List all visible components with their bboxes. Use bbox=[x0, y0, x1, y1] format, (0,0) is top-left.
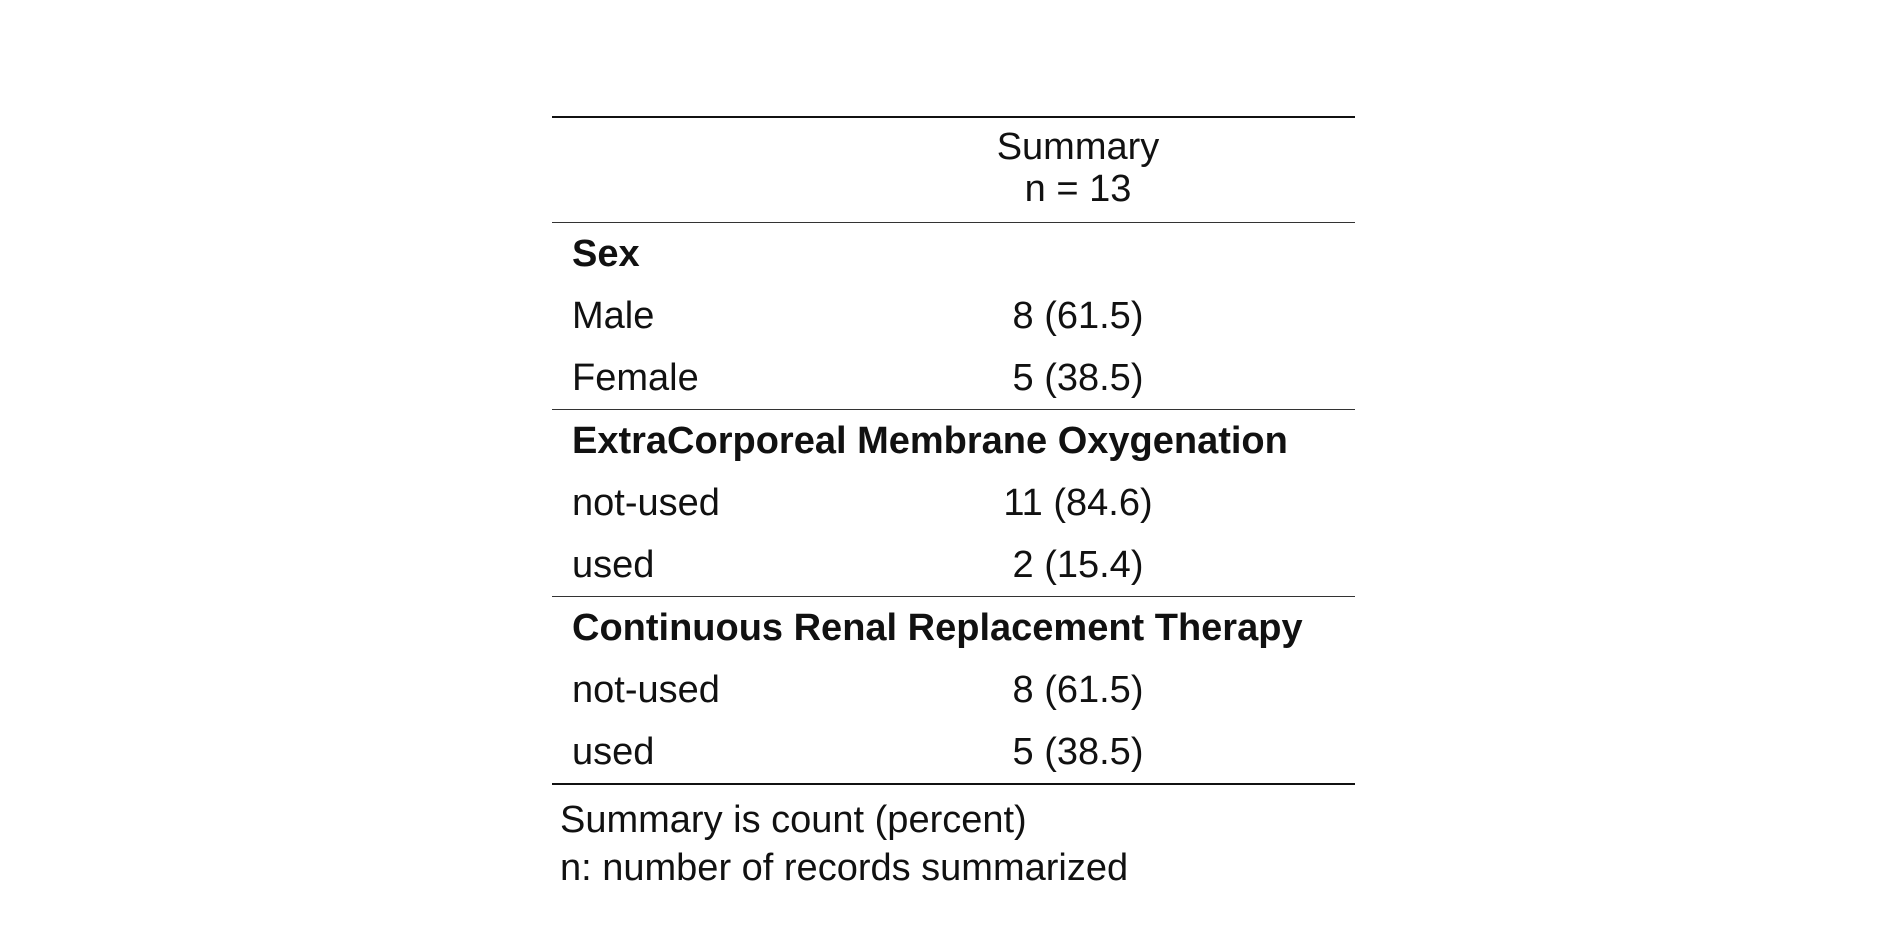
summary-column-title: Summary bbox=[996, 126, 1160, 168]
table-bottom-rule bbox=[552, 783, 1355, 785]
row-label: Male bbox=[572, 295, 655, 337]
footnote-summary: Summary is count (percent) bbox=[560, 799, 1027, 841]
row-value: 5 (38.5) bbox=[1012, 731, 1144, 773]
section-title-row bbox=[552, 597, 1355, 659]
summary-table bbox=[552, 116, 1355, 785]
table-row bbox=[552, 285, 1355, 347]
table-row bbox=[552, 659, 1355, 721]
row-value: 5 (38.5) bbox=[1012, 357, 1144, 399]
section-crrt bbox=[552, 597, 1355, 783]
section-title: Continuous Renal Replacement Therapy bbox=[572, 607, 1303, 649]
section-title: ExtraCorporeal Membrane Oxygenation bbox=[572, 420, 1288, 462]
row-value: 11 (84.6) bbox=[1003, 482, 1153, 524]
table-row bbox=[552, 472, 1355, 534]
section-ecmo bbox=[552, 410, 1355, 596]
table-row bbox=[552, 721, 1355, 783]
row-label: not-used bbox=[572, 669, 720, 711]
summary-n-label: n = 13 bbox=[1024, 168, 1132, 210]
section-sex bbox=[552, 223, 1355, 409]
row-label: Female bbox=[572, 357, 699, 399]
row-label: used bbox=[572, 544, 655, 586]
table-row bbox=[552, 347, 1355, 409]
section-title: Sex bbox=[572, 233, 640, 275]
row-value: 8 (61.5) bbox=[1012, 669, 1144, 711]
row-value: 2 (15.4) bbox=[1012, 544, 1144, 586]
table-row bbox=[552, 534, 1355, 596]
section-title-row bbox=[552, 410, 1355, 472]
table-header bbox=[552, 118, 1355, 222]
row-label: used bbox=[572, 731, 655, 773]
row-label: not-used bbox=[572, 482, 720, 524]
footnote-n: n: number of records summarized bbox=[560, 847, 1129, 889]
section-title-row bbox=[552, 223, 1355, 285]
row-value: 8 (61.5) bbox=[1012, 295, 1144, 337]
table-footnotes bbox=[560, 796, 1128, 892]
